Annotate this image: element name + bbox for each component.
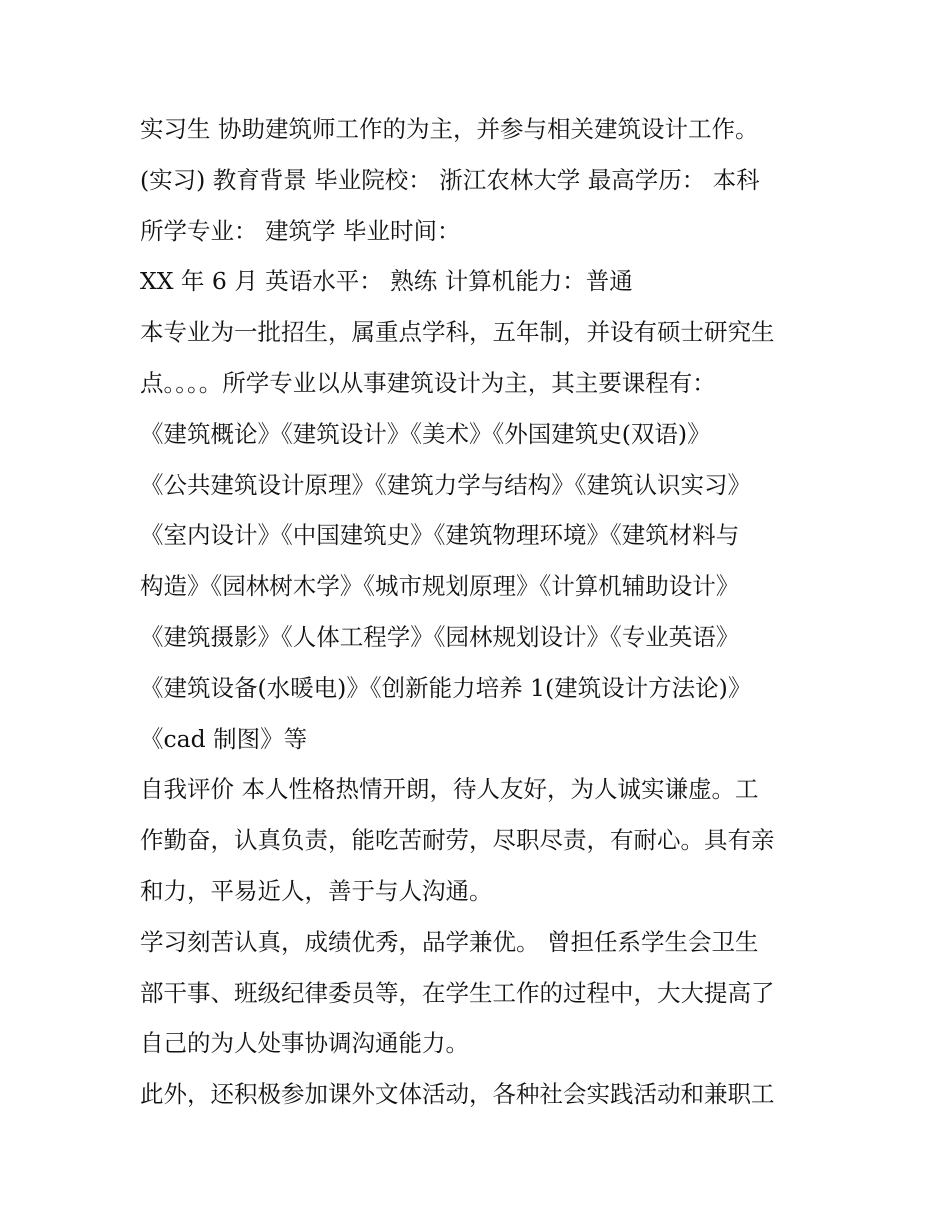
text-line: 部干事、班级纪律委员等，在学生工作的过程中，大大提高了 (140, 978, 775, 1007)
text-line: 《建筑摄影》《人体工程学》《园林规划设计》《专业英语》 (140, 622, 740, 651)
text-line: 学习刻苦认真，成绩优秀，品学兼优。 曾担任系学生会卫生 (140, 927, 759, 956)
text-line: (实习) 教育背景 毕业院校： 浙江农林大学 最高学历： 本科 (140, 165, 760, 194)
text-line: 《建筑设备(水暖电)》《创新能力培养 1(建筑设计方法论)》 (140, 673, 752, 702)
text-line: 所学专业： 建筑学 毕业时间： (140, 216, 461, 245)
text-line: 此外，还积极参加课外文体活动，各种社会实践活动和兼职工 (140, 1080, 775, 1109)
text-line: 点。。。。所学专业以从事建筑设计为主，其主要课程有： (140, 368, 716, 397)
text-line: 《室内设计》《中国建筑史》《建筑物理环境》《建筑材料与 (140, 521, 740, 550)
text-line: 构造》《园林树木学》《城市规划原理》《计算机辅助设计》 (140, 572, 740, 601)
text-line: 实习生 协助建筑师工作的为主，并参与相关建筑设计工作。 (140, 115, 759, 143)
text-line: 本专业为一批招生，属重点学科，五年制，并设有硕士研究生 (140, 318, 775, 347)
text-line: 《建筑概论》《建筑设计》《美术》《外国建筑史(双语)》 (140, 419, 711, 448)
text-line: 作勤奋，认真负责，能吃苦耐劳，尽职尽责，有耐心。具有亲 (140, 826, 775, 855)
text-line: 《公共建筑设计原理》《建筑力学与结构》《建筑认识实习》 (140, 470, 751, 499)
text-line: XX 年 6 月 英语水平： 熟练 计算机能力：普通 (140, 267, 633, 296)
document-body (140, 108, 830, 1124)
text-line: 自我评价 本人性格热情开朗，待人友好，为人诚实谦虚。工 (140, 775, 759, 804)
text-line: 《cad 制图》等 (140, 724, 308, 753)
text-line: 自己的为人处事协调沟通能力。 (140, 1029, 469, 1058)
text-line: 和力，平易近人，善于与人沟通。 (140, 876, 493, 905)
